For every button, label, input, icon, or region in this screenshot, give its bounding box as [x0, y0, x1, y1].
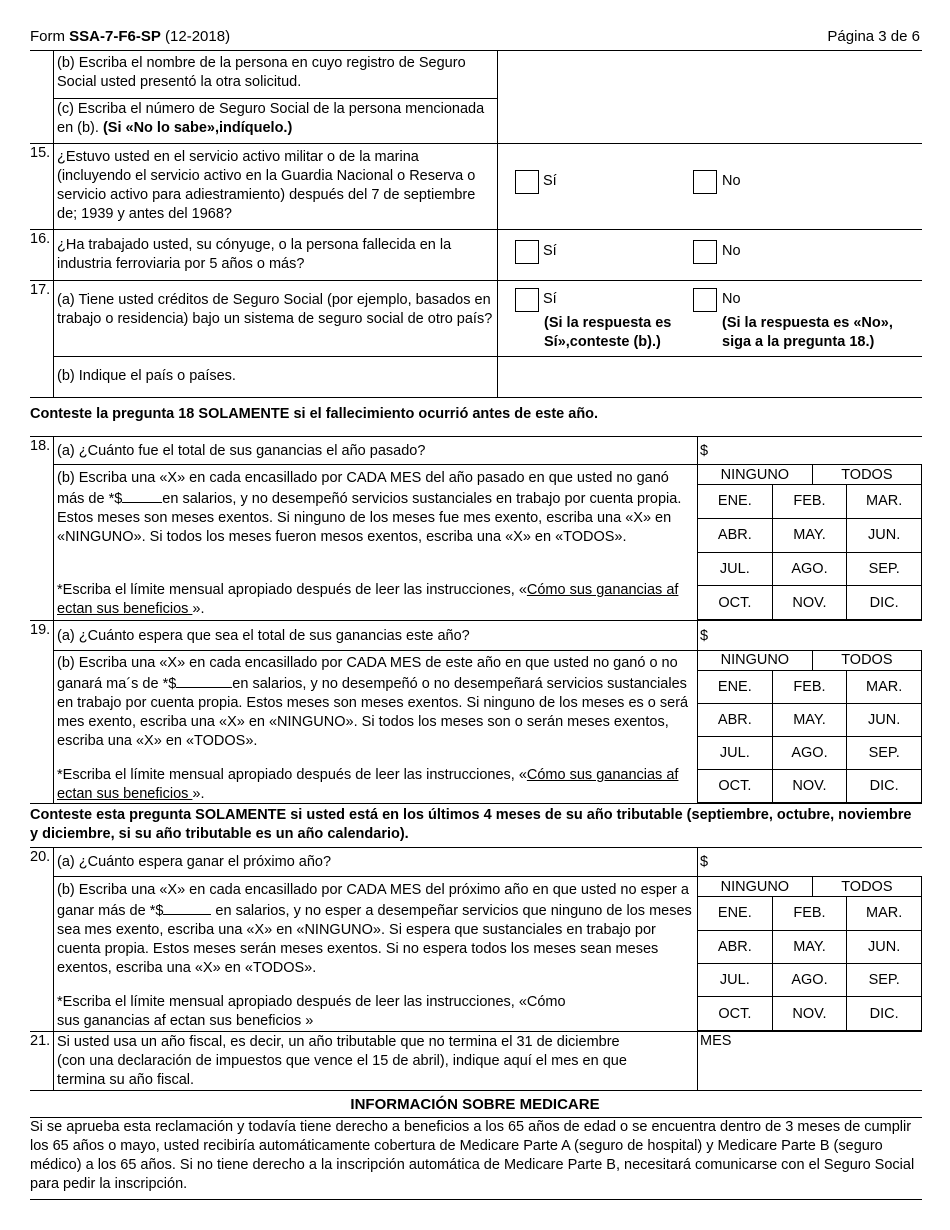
q19-todos-cell[interactable]: TODOS — [841, 652, 893, 669]
q18-todos-cell[interactable]: TODOS — [841, 466, 893, 483]
q17-no-label: No — [722, 291, 741, 307]
q18-month-table — [697, 464, 922, 620]
q18-month-cell[interactable]: MAR. — [847, 485, 922, 519]
q16-text: ¿Ha trabajado usted, su cónyuge, o la persona fallecida en la industria ferroviaria por 5 años o más? — [57, 237, 452, 272]
q17-yes-checkbox[interactable] — [515, 288, 539, 312]
q20-none-all-row — [698, 877, 922, 897]
form-identifier: Form SSA-7-F6-SP (12-2018) — [30, 28, 231, 45]
q21-mes-label: MES — [700, 1033, 732, 1049]
q17-no-note: (Si la respuesta es «No», siga a la pregunta 18.) — [722, 315, 893, 350]
q20-month-cell[interactable]: DIC. — [847, 997, 922, 1031]
q17-no-checkbox[interactable] — [693, 288, 717, 312]
q18a-text: (a) ¿Cuánto fue el total de sus ganancias el año pasado? — [57, 443, 426, 459]
q20-month-cell[interactable]: SEP. — [847, 963, 922, 996]
q20-month-table — [697, 876, 922, 1031]
medicare-title: INFORMACIÓN SOBRE MEDICARE — [350, 1096, 600, 1113]
q18-none-all-row — [698, 465, 922, 485]
q19-month-table — [697, 650, 922, 803]
page-number: Página 3 de 6 — [827, 28, 920, 45]
q18-month-cell[interactable]: AGO. — [772, 552, 847, 586]
q19a-dollar: $ — [700, 628, 709, 644]
q18-note: *Escriba el límite mensual apropiado después de leer las instrucciones, «Cómo sus ganancias af ectan sus beneficios ». — [57, 582, 679, 617]
q18-month-cell[interactable]: ABR. — [698, 518, 773, 552]
q19-month-cell[interactable]: FEB. — [772, 670, 847, 703]
q18-month-cell[interactable]: JUN. — [847, 518, 922, 552]
q19-number: 19. — [30, 622, 51, 638]
q20a-dollar: $ — [700, 854, 709, 870]
q19-month-cell[interactable]: ENE. — [698, 670, 773, 703]
q14c-answer-field[interactable] — [498, 99, 922, 143]
q20-instruction: Conteste esta pregunta SOLAMENTE si usted está en los últimos 4 meses de su año tributable (septiembre, octubre, noviembre y diciembre, si su año tributable es un año calendario). — [30, 807, 912, 842]
q21-number: 21. — [30, 1033, 51, 1049]
q18-instruction: Conteste la pregunta 18 SOLAMENTE si el fallecimiento ocurrió antes de este año. — [30, 406, 599, 422]
q20a-text: (a) ¿Cuánto espera ganar el próximo año? — [57, 854, 332, 870]
q15-yes-label: Sí — [543, 173, 557, 189]
q18-month-cell[interactable]: SEP. — [847, 552, 922, 586]
q18-month-cell[interactable]: JUL. — [698, 552, 773, 586]
q20-month-cell[interactable]: OCT. — [698, 997, 773, 1031]
q20-month-cell[interactable]: AGO. — [772, 963, 847, 996]
q19-month-cell[interactable]: JUL. — [698, 736, 773, 769]
q20-month-cell[interactable]: FEB. — [772, 897, 847, 930]
q16-yes-checkbox[interactable] — [515, 240, 539, 264]
q16-no-checkbox[interactable] — [693, 240, 717, 264]
q15-number: 15. — [30, 145, 51, 161]
q19-month-cell[interactable]: DIC. — [847, 769, 922, 802]
q20-month-cell[interactable]: JUL. — [698, 963, 773, 996]
q18-month-cell[interactable]: NOV. — [772, 586, 847, 620]
q17b-text: (b) Indique el país o países. — [57, 368, 236, 384]
q20-ninguno-cell[interactable]: NINGUNO — [698, 877, 813, 896]
q19b-text: (b) Escriba una «X» en cada encasillado por CADA MES de este año en que usted no ganó o no ganará ma´s de *$ en salarios, y no desempeñó o no desempeñará servicios sustanciales en trabajo por cuenta propia. Estos meses son meses exentos. Si ninguno de los meses es o será mes exento, escriba una «X» en «NINGUNO». Si todos los meses son o serán meses exentos, escriba una «X» en «TODOS». — [57, 655, 689, 749]
q15-text: ¿Estuvo usted en el servicio activo militar o de la marina (incluyendo el servicio activo en la Guardia Nacional o Reserva o servicio activo para adiestramiento) después del 7 de septiembre de; 1939 y antes del 1968? — [57, 149, 476, 222]
q19-month-cell[interactable]: NOV. — [772, 769, 847, 802]
q20-number: 20. — [30, 849, 51, 865]
q19a-text: (a) ¿Cuánto espera que sea el total de sus ganancias este año? — [57, 628, 470, 644]
q21-text: Si usted usa un año fiscal, es decir, un año tributable que no termina el 31 de diciembre (con una declaración de impuestos que vence el 15 de abril), indique aquí el mes en que termina su año fiscal. — [57, 1034, 627, 1088]
q19-month-cell[interactable]: SEP. — [847, 736, 922, 769]
q18-month-grid — [697, 464, 922, 620]
q19b-limit-blank[interactable] — [176, 673, 232, 688]
q14b-text: (b) Escriba el nombre de la persona en cuyo registro de Seguro Social usted presentó la otra solicitud. — [57, 55, 466, 90]
q19-none-all-row — [698, 651, 922, 671]
q21-month-field[interactable] — [698, 1050, 922, 1090]
q20-month-cell[interactable]: MAY. — [772, 930, 847, 963]
q19-month-cell[interactable]: JUN. — [847, 703, 922, 736]
q18b-text: (b) Escriba una «X» en cada encasillado por CADA MES del año pasado en que usted no ganó más de *$ en salarios, y no desempeñó servicios sustanciales en trabajo por cuenta propia. Estos meses son meses exentos. Si ninguno de los meses fue mes exento, escriba una «X» en «NINGUNO». Si todos los meses fueron mesos exentos, escriba una «X» en «TODOS». — [57, 470, 682, 545]
q17b-answer-field[interactable] — [498, 357, 922, 397]
q14c-text: (c) Escriba el número de Seguro Social de la persona mencionada en (b). (Si «No lo sabe»,indíquelo.) — [57, 101, 485, 136]
q18-number: 18. — [30, 438, 51, 454]
q18-month-cell[interactable]: FEB. — [772, 485, 847, 519]
q16-yes-label: Sí — [543, 243, 557, 259]
q20b-text: (b) Escriba una «X» en cada encasillado por CADA MES del próximo año en que usted no esper a ganar más de *$ en salarios, y no esper a desempeñar servicios que ninguno de los meses sea mes exento, escriba una «X» en «NINGUNO». Si espera que sustanciales en trabajo por cuenta propia. Estos meses serán meses exentos. Si no espera todos los meses sean meses exentos, escriba una «X» en «TODOS». — [57, 882, 692, 976]
q16-number: 16. — [30, 231, 51, 247]
q20-todos-cell[interactable]: TODOS — [841, 878, 893, 895]
q18-month-cell[interactable]: MAY. — [772, 518, 847, 552]
q19-month-cell[interactable]: MAY. — [772, 703, 847, 736]
q16-no-label: No — [722, 243, 741, 259]
q20-month-cell[interactable]: ENE. — [698, 897, 773, 930]
q20-note: *Escriba el límite mensual apropiado después de leer las instrucciones, «Cómo sus ganancias af ectan sus beneficios » — [57, 994, 566, 1029]
q18-month-cell[interactable]: OCT. — [698, 586, 773, 620]
q20-month-cell[interactable]: NOV. — [772, 997, 847, 1031]
q17-yes-note: (Si la respuesta es Sí»,conteste (b).) — [544, 315, 672, 350]
q17-yes-label: Sí — [543, 291, 557, 307]
q15-no-checkbox[interactable] — [693, 170, 717, 194]
q19-ninguno-cell[interactable]: NINGUNO — [698, 651, 813, 670]
q17a-text: (a) Tiene usted créditos de Seguro Social (por ejemplo, basados en trabajo o residencia) bajo un sistema de seguro social de otro país? — [57, 292, 493, 327]
q18-month-cell[interactable]: DIC. — [847, 586, 922, 620]
q19-month-grid — [697, 650, 922, 803]
q19-month-cell[interactable]: ABR. — [698, 703, 773, 736]
q18a-amount-field[interactable] — [712, 437, 922, 464]
q18-ninguno-cell[interactable]: NINGUNO — [698, 465, 813, 484]
q15-yes-checkbox[interactable] — [515, 170, 539, 194]
q20b-limit-blank[interactable] — [163, 900, 211, 915]
q20-month-cell[interactable]: JUN. — [847, 930, 922, 963]
q19-note: *Escriba el límite mensual apropiado después de leer las instrucciones, «Cómo sus ganancias af ectan sus beneficios ». — [57, 767, 679, 802]
q18-month-cell[interactable]: ENE. — [698, 485, 773, 519]
q14b-answer-field[interactable] — [498, 51, 922, 98]
q20a-amount-field[interactable] — [712, 848, 922, 876]
q19-month-cell[interactable]: MAR. — [847, 670, 922, 703]
q20-month-grid — [697, 876, 922, 1031]
q17-number: 17. — [30, 282, 51, 298]
q20-month-cell[interactable]: ABR. — [698, 930, 773, 963]
q18a-dollar: $ — [700, 443, 709, 459]
q18b-limit-blank[interactable] — [122, 488, 162, 503]
q19-month-cell[interactable]: OCT. — [698, 769, 773, 802]
q19a-amount-field[interactable] — [712, 621, 922, 650]
medicare-text: Si se aprueba esta reclamación y todavía tiene derecho a beneficios a los 65 años de edad o se encuentra dentro de 3 meses de cumplir los 65 años o mayo, usted recibiría automáticamente cobertura de Medicare Parte A (seguro de hospital) y Medicare Parte B (seguro médico) a los 65 años. Si no tiene derecho a la inscripción automática de Medicare Parte B, necesitará comunicarse con el Seguro Social para pedir la inscripción. — [30, 1119, 915, 1192]
q15-no-label: No — [722, 173, 741, 189]
q20-month-cell[interactable]: MAR. — [847, 897, 922, 930]
q19-month-cell[interactable]: AGO. — [772, 736, 847, 769]
